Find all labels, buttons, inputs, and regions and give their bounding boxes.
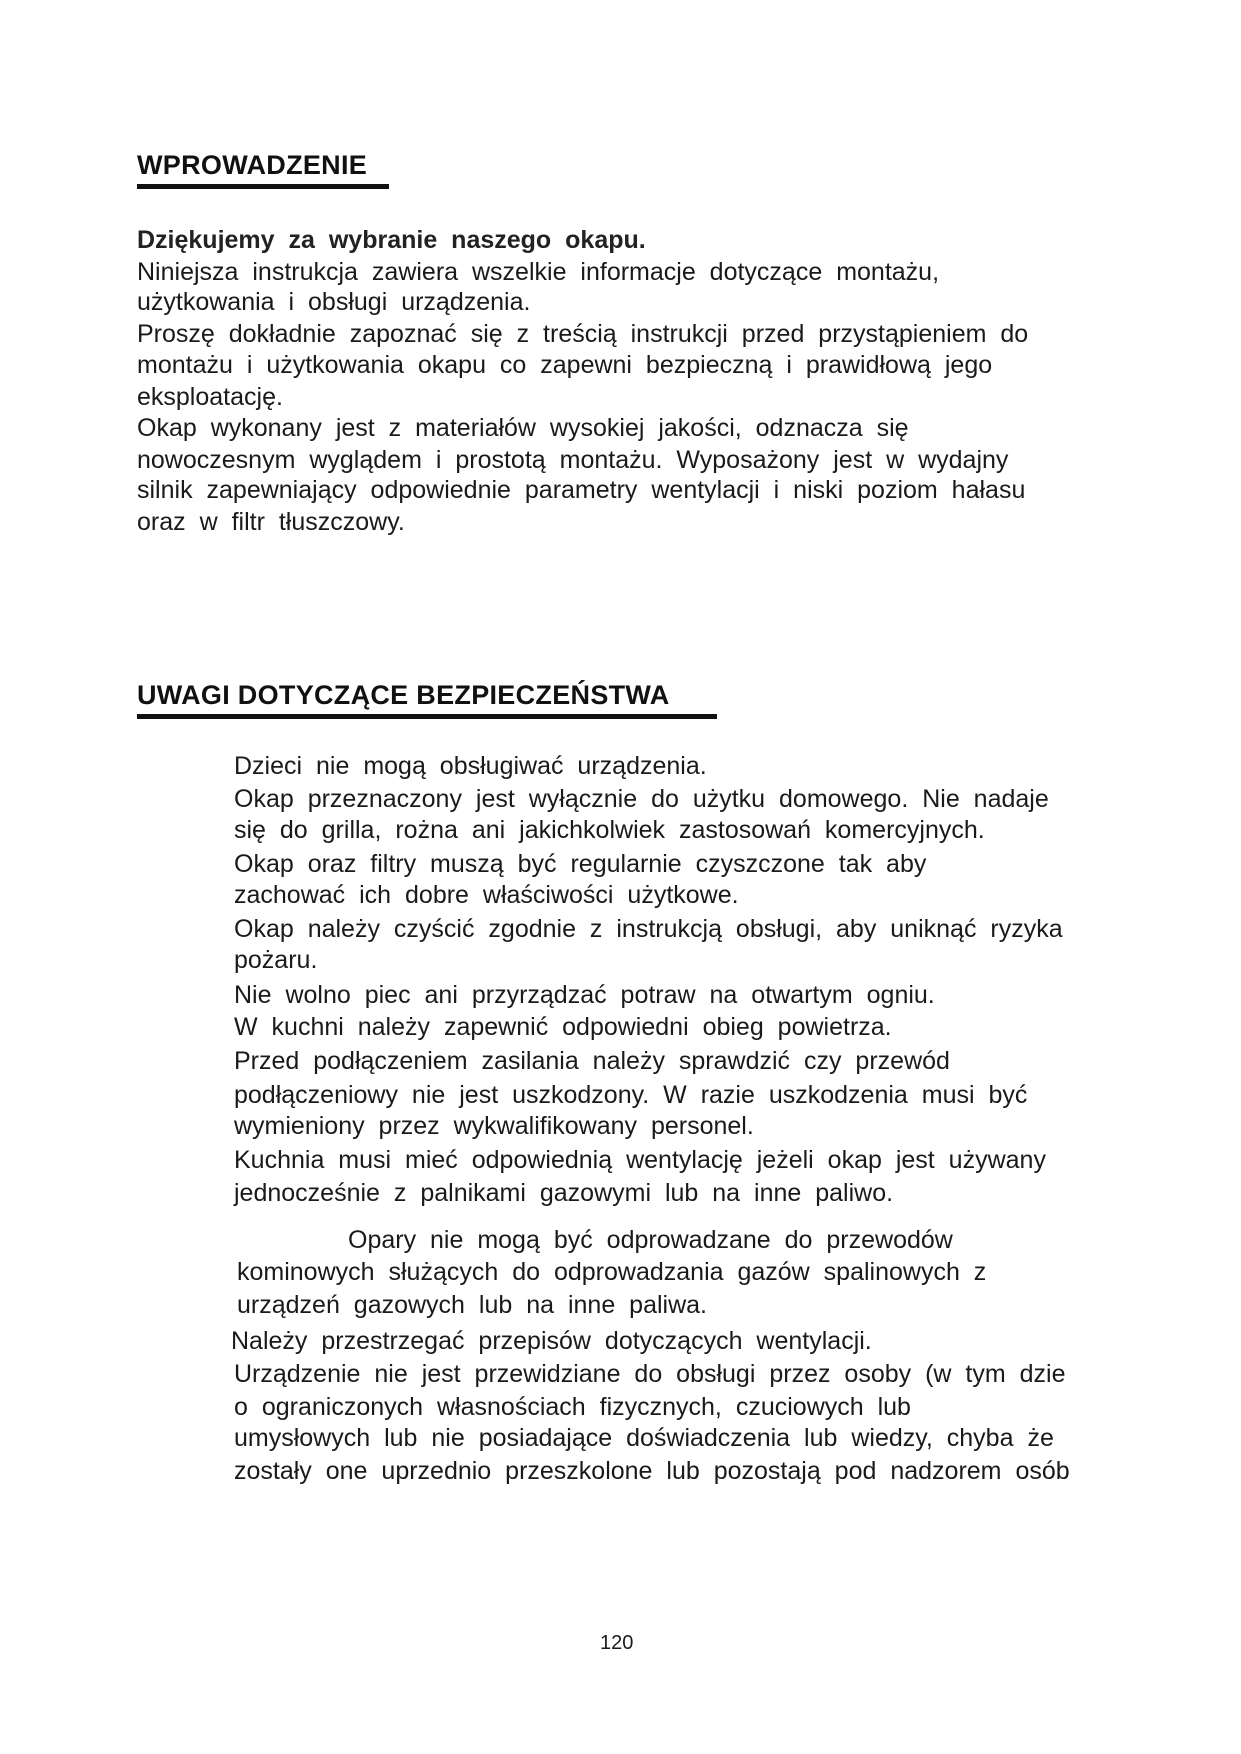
safety-line: Kuchnia musi mieć odpowiednią wentylację jeżeli okap jest używany	[234, 1146, 1046, 1174]
intro-line: Proszę dokładnie zapoznać się z treścią instrukcji przed przystąpieniem do	[137, 320, 1029, 348]
intro-line: nowoczesnym wyglądem i prostotą montażu. Wyposażony jest w wydajny	[137, 446, 1009, 474]
intro-lead: Dziękujemy za wybranie naszego okapu.	[137, 226, 646, 254]
intro-line: oraz w filtr tłuszczowy.	[137, 508, 405, 536]
safety-line: Urządzenie nie jest przewidziane do obsługi przez osoby (w tym dzie	[234, 1360, 1066, 1388]
safety-line: zachować ich dobre właściwości użytkowe.	[234, 881, 739, 909]
safety-heading: UWAGI DOTYCZĄCE BEZPIECZEŃSTWA	[137, 680, 670, 710]
safety-line: urządzeń gazowych lub na inne paliwa.	[237, 1291, 707, 1319]
safety-line: wymieniony przez wykwalifikowany personel.	[234, 1112, 754, 1140]
safety-line: umysłowych lub nie posiadające doświadczenia lub wiedzy, chyba że	[234, 1424, 1054, 1452]
safety-line: Okap oraz filtry muszą być regularnie czyszczone tak aby	[234, 850, 927, 878]
safety-line: Opary nie mogą być odprowadzane do przewodów	[348, 1226, 953, 1254]
safety-line: pożaru.	[234, 946, 318, 974]
safety-line: Należy przestrzegać przepisów dotyczących wentylacji.	[231, 1327, 872, 1355]
safety-heading-underline	[137, 714, 717, 719]
safety-line: się do grilla, rożna ani jakichkolwiek zastosowań komercyjnych.	[234, 816, 985, 844]
safety-line: podłączeniowy nie jest uszkodzony. W razie uszkodzenia musi być	[234, 1081, 1028, 1109]
intro-line: Okap wykonany jest z materiałów wysokiej jakości, odznacza się	[137, 414, 909, 442]
intro-line: Niniejsza instrukcja zawiera wszelkie informacje dotyczące montażu,	[137, 258, 940, 286]
intro-heading-underline	[137, 184, 389, 189]
safety-line: Okap należy czyścić zgodnie z instrukcją obsługi, aby uniknąć ryzyka	[234, 915, 1063, 943]
safety-line: Okap przeznaczony jest wyłącznie do użytku domowego. Nie nadaje	[234, 785, 1049, 813]
safety-line: o ograniczonych własnościach fizycznych, czuciowych lub	[234, 1393, 911, 1421]
intro-line: eksploatację.	[137, 383, 283, 411]
intro-heading: WPROWADZENIE	[137, 150, 368, 180]
safety-line: Nie wolno piec ani przyrządzać potraw na otwartym ogniu.	[234, 981, 935, 1009]
intro-line: montażu i użytkowania okapu co zapewni bezpieczną i prawidłową jego	[137, 351, 993, 379]
intro-line: użytkowania i obsługi urządzenia.	[137, 288, 531, 316]
safety-line: jednocześnie z palnikami gazowymi lub na inne paliwo.	[234, 1179, 894, 1207]
safety-line: zostały one uprzednio przeszkolone lub pozostają pod nadzorem osób	[234, 1457, 1070, 1485]
intro-line: silnik zapewniający odpowiednie parametry wentylacji i niski poziom hałasu	[137, 476, 1026, 504]
safety-line: kominowych służących do odprowadzania gazów spalinowych z	[237, 1258, 987, 1286]
safety-line: Dzieci nie mogą obsługiwać urządzenia.	[234, 752, 707, 780]
safety-line: W kuchni należy zapewnić odpowiedni obieg powietrza.	[234, 1013, 892, 1041]
safety-line: Przed podłączeniem zasilania należy sprawdzić czy przewód	[234, 1047, 950, 1075]
page-number: 120	[600, 1632, 634, 1654]
